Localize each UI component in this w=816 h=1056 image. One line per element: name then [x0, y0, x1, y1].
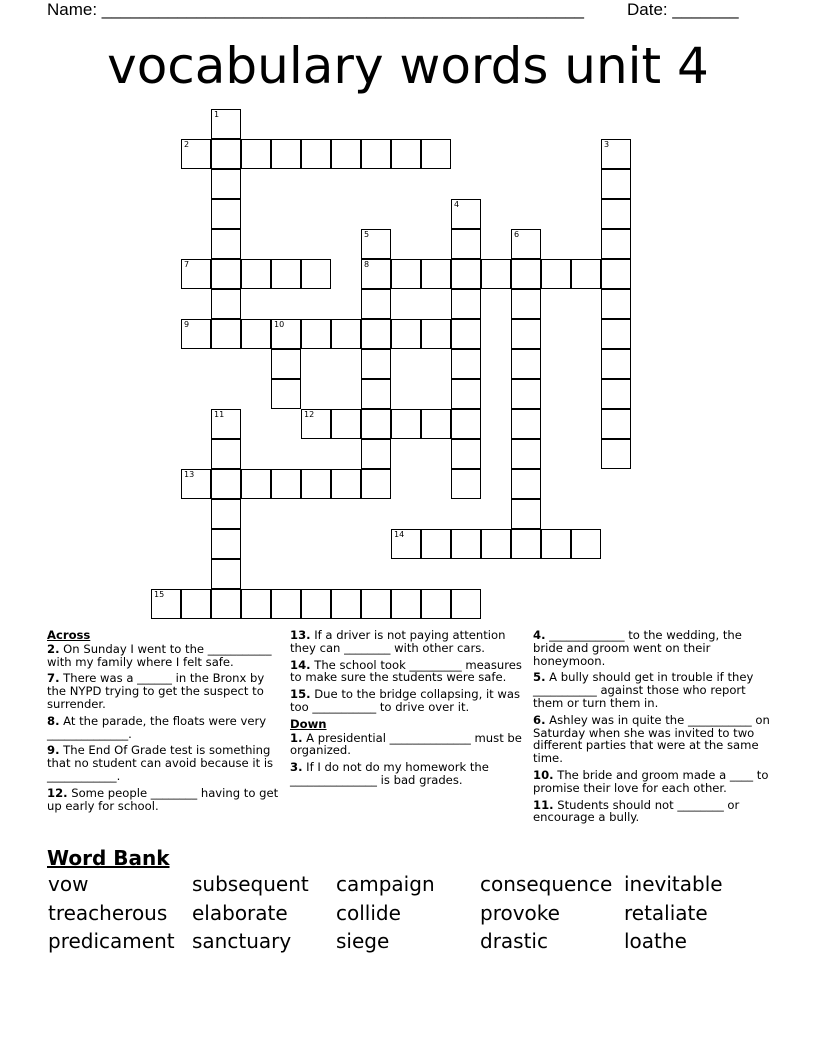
crossword-cell[interactable]	[451, 349, 481, 379]
word-bank-word: vow	[48, 872, 89, 896]
clue-down-10: 10. The bride and groom made a ____ to promise their love for each other.	[533, 767, 769, 795]
crossword-cell[interactable]	[301, 589, 331, 619]
crossword-cell[interactable]	[361, 469, 391, 499]
crossword-cell[interactable]	[601, 319, 631, 349]
word-bank-word: sanctuary	[192, 929, 292, 953]
crossword-cell[interactable]	[211, 109, 241, 139]
crossword-cell[interactable]	[601, 199, 631, 229]
crossword-cell[interactable]	[211, 319, 241, 349]
crossword-cell[interactable]	[451, 379, 481, 409]
crossword-cell[interactable]	[601, 169, 631, 199]
crossword-cell[interactable]	[451, 259, 481, 289]
crossword-cell[interactable]	[211, 259, 241, 289]
crossword-cell[interactable]	[271, 349, 301, 379]
clue-number: 9	[184, 320, 190, 329]
crossword-cell[interactable]	[601, 229, 631, 259]
crossword-cell[interactable]	[451, 319, 481, 349]
word-bank	[48, 873, 768, 954]
crossword-cell[interactable]	[601, 289, 631, 319]
word-bank-word: campaign	[336, 872, 435, 896]
crossword-cell[interactable]	[511, 469, 541, 499]
crossword-cell[interactable]	[361, 379, 391, 409]
crossword-cell[interactable]	[211, 559, 241, 589]
crossword-cell[interactable]	[511, 439, 541, 469]
clue-number: 10	[274, 320, 285, 329]
crossword-cell[interactable]	[571, 529, 601, 559]
crossword-cell[interactable]	[301, 319, 331, 349]
clue-down-6: 6. Ashley was in quite the ___________ on Saturday when she was invited to two different parties that were at the same time.	[533, 712, 770, 766]
crossword-cell[interactable]	[511, 259, 541, 289]
across-heading: Across	[47, 628, 91, 642]
crossword-cell[interactable]	[301, 139, 331, 169]
clue-across-9: 9. The End Of Grade test is something that no student can avoid because it is ____________.	[47, 743, 274, 783]
crossword-cell[interactable]	[391, 259, 421, 289]
crossword-cell[interactable]	[241, 589, 271, 619]
crossword-cell[interactable]	[211, 499, 241, 529]
crossword-cell[interactable]	[601, 379, 631, 409]
crossword-cell[interactable]	[361, 319, 391, 349]
crossword-cell[interactable]	[271, 259, 301, 289]
word-bank-word: consequence	[480, 872, 613, 896]
crossword-cell[interactable]	[361, 409, 391, 439]
clue-number: 7	[184, 260, 190, 269]
crossword-cell[interactable]	[511, 409, 541, 439]
clue-across-8: 8. At the parade, the floats were very ______________.	[47, 713, 267, 741]
crossword-cell[interactable]	[601, 349, 631, 379]
word-bank-word: provoke	[480, 900, 560, 925]
crossword-cell[interactable]	[571, 259, 601, 289]
word-bank-title: Word Bank	[47, 846, 170, 870]
clues-column-2	[290, 629, 522, 791]
crossword-cell[interactable]	[271, 139, 301, 169]
clue-number: 3	[604, 140, 610, 149]
crossword-cell[interactable]	[361, 349, 391, 379]
word-bank-word: inevitable	[624, 872, 723, 896]
crossword-cell[interactable]	[211, 229, 241, 259]
crossword-cell[interactable]	[181, 319, 211, 349]
crossword-cell[interactable]	[331, 319, 361, 349]
clue-down-3: 3. If I do not do my homework the _______________ is bad grades.	[290, 760, 489, 787]
crossword-cell[interactable]	[451, 229, 481, 259]
crossword-cell[interactable]	[541, 529, 571, 559]
crossword-cell[interactable]	[541, 259, 571, 289]
word-bank-word: treacherous	[48, 900, 168, 925]
crossword-cell[interactable]	[181, 139, 211, 169]
crossword-cell[interactable]	[211, 289, 241, 319]
crossword-cell[interactable]	[451, 529, 481, 559]
crossword-cell[interactable]	[481, 259, 511, 289]
crossword-cell[interactable]	[361, 439, 391, 469]
clue-across-14: 14. The school took _________ measures to make sure the students were safe.	[290, 657, 522, 685]
crossword-cell[interactable]	[361, 589, 391, 619]
crossword-cell[interactable]	[331, 409, 361, 439]
crossword-cell[interactable]	[301, 469, 331, 499]
crossword-cell[interactable]	[421, 139, 451, 169]
crossword-cell[interactable]	[451, 589, 481, 619]
crossword-cell[interactable]	[451, 439, 481, 469]
crossword-cell[interactable]	[181, 589, 211, 619]
crossword-cell[interactable]	[361, 229, 391, 259]
word-bank-word: subsequent	[192, 872, 309, 896]
crossword-cell[interactable]	[391, 409, 421, 439]
crossword-cell[interactable]	[511, 319, 541, 349]
clue-across-7: 7. There was a ______ in the Bronx by the NYPD trying to get the suspect to surrender.	[47, 671, 265, 711]
crossword-cell[interactable]	[421, 319, 451, 349]
word-bank-word: collide	[336, 900, 401, 925]
name-field[interactable]: Name: ___________________________________________________	[47, 0, 584, 19]
crossword-cell[interactable]	[211, 169, 241, 199]
clue-number: 5	[364, 230, 370, 239]
clue-number: 6	[514, 230, 520, 239]
clue-number: 11	[214, 410, 225, 419]
word-bank-word: predicament	[48, 929, 175, 953]
crossword-cell[interactable]	[151, 589, 181, 619]
clue-across-15: 15. Due to the bridge collapsing, it was too ___________ to drive over it.	[290, 687, 521, 714]
clue-number: 15	[154, 590, 165, 599]
crossword-cell[interactable]	[271, 469, 301, 499]
crossword-cell[interactable]	[601, 259, 631, 289]
clue-down-1: 1. A presidential ______________ must be organized.	[290, 730, 522, 758]
clue-number: 2	[184, 140, 190, 149]
word-bank-word: siege	[336, 929, 390, 953]
crossword-cell[interactable]	[211, 409, 241, 439]
crossword-cell[interactable]	[451, 199, 481, 229]
word-bank-word: elaborate	[192, 900, 288, 925]
crossword-cell[interactable]	[211, 139, 241, 169]
crossword-cell[interactable]	[271, 379, 301, 409]
crossword-cell[interactable]	[421, 259, 451, 289]
crossword-cell[interactable]	[391, 589, 421, 619]
crossword-cell[interactable]	[301, 259, 331, 289]
word-bank-word: retaliate	[624, 900, 708, 925]
crossword-cell[interactable]	[331, 469, 361, 499]
crossword-cell[interactable]	[391, 529, 421, 559]
clues-column-1	[47, 629, 279, 816]
crossword-cell[interactable]	[241, 259, 271, 289]
crossword-cell[interactable]	[181, 259, 211, 289]
crossword-cell[interactable]	[361, 139, 391, 169]
crossword-cell[interactable]	[601, 439, 631, 469]
clue-number: 4	[454, 200, 460, 209]
crossword-cell[interactable]	[271, 319, 301, 349]
crossword-cell[interactable]	[391, 139, 421, 169]
crossword-cell[interactable]	[211, 439, 241, 469]
clue-number: 13	[184, 470, 195, 479]
crossword-cell[interactable]	[211, 199, 241, 229]
crossword-cell[interactable]	[271, 589, 301, 619]
crossword-cell[interactable]	[601, 139, 631, 169]
crossword-cell[interactable]	[211, 529, 241, 559]
crossword-cell[interactable]	[511, 289, 541, 319]
crossword-cell[interactable]	[391, 319, 421, 349]
crossword-cell[interactable]	[511, 229, 541, 259]
clue-across-2: 2. On Sunday I went to the ___________ with my family where I felt safe.	[47, 641, 272, 669]
clue-number: 12	[304, 410, 315, 419]
crossword-cell[interactable]	[181, 469, 211, 499]
crossword-cell[interactable]	[241, 319, 271, 349]
crossword-cell[interactable]	[421, 409, 451, 439]
crossword-cell[interactable]	[511, 529, 541, 559]
clues-column-3	[533, 629, 773, 828]
down-heading: Down	[290, 716, 327, 731]
date-field[interactable]: Date: _______	[627, 0, 739, 19]
word-bank-word: loathe	[624, 929, 687, 953]
clue-across-12: 12. Some people ________ having to get up early for school.	[47, 785, 279, 813]
crossword-cell[interactable]	[331, 589, 361, 619]
crossword-cell[interactable]	[481, 529, 511, 559]
crossword-cell[interactable]	[601, 409, 631, 439]
crossword-cell[interactable]	[331, 139, 361, 169]
word-bank-word: drastic	[480, 929, 548, 953]
page-title: vocabulary words unit 4	[107, 37, 709, 95]
crossword-cell[interactable]	[361, 259, 391, 289]
clue-across-13: 13. If a driver is not paying attention they can ________ with other cars.	[290, 628, 506, 655]
crossword-cell[interactable]	[211, 469, 241, 499]
crossword-cell[interactable]	[511, 379, 541, 409]
crossword-cell[interactable]	[361, 289, 391, 319]
crossword-cell[interactable]	[421, 589, 451, 619]
clue-number: 1	[214, 110, 220, 119]
crossword-cell[interactable]	[451, 409, 481, 439]
crossword-cell[interactable]	[421, 529, 451, 559]
crossword-cell[interactable]	[451, 289, 481, 319]
crossword-cell[interactable]	[241, 469, 271, 499]
clue-number: 8	[364, 260, 370, 269]
crossword-cell[interactable]	[241, 139, 271, 169]
crossword-cell[interactable]	[451, 469, 481, 499]
crossword-cell[interactable]	[511, 349, 541, 379]
crossword-cell[interactable]	[511, 499, 541, 529]
clue-down-11: 11. Students should not ________ or encourage a bully.	[533, 797, 740, 825]
clue-down-4: 4. _____________ to the wedding, the bride and groom went on their honeymoon.	[533, 628, 742, 668]
clue-down-5: 5. A bully should get in trouble if they ___________ against those who report them or turn them in.	[533, 670, 754, 710]
clue-number: 14	[394, 530, 405, 539]
crossword-cell[interactable]	[301, 409, 331, 439]
crossword-cell[interactable]	[211, 589, 241, 619]
